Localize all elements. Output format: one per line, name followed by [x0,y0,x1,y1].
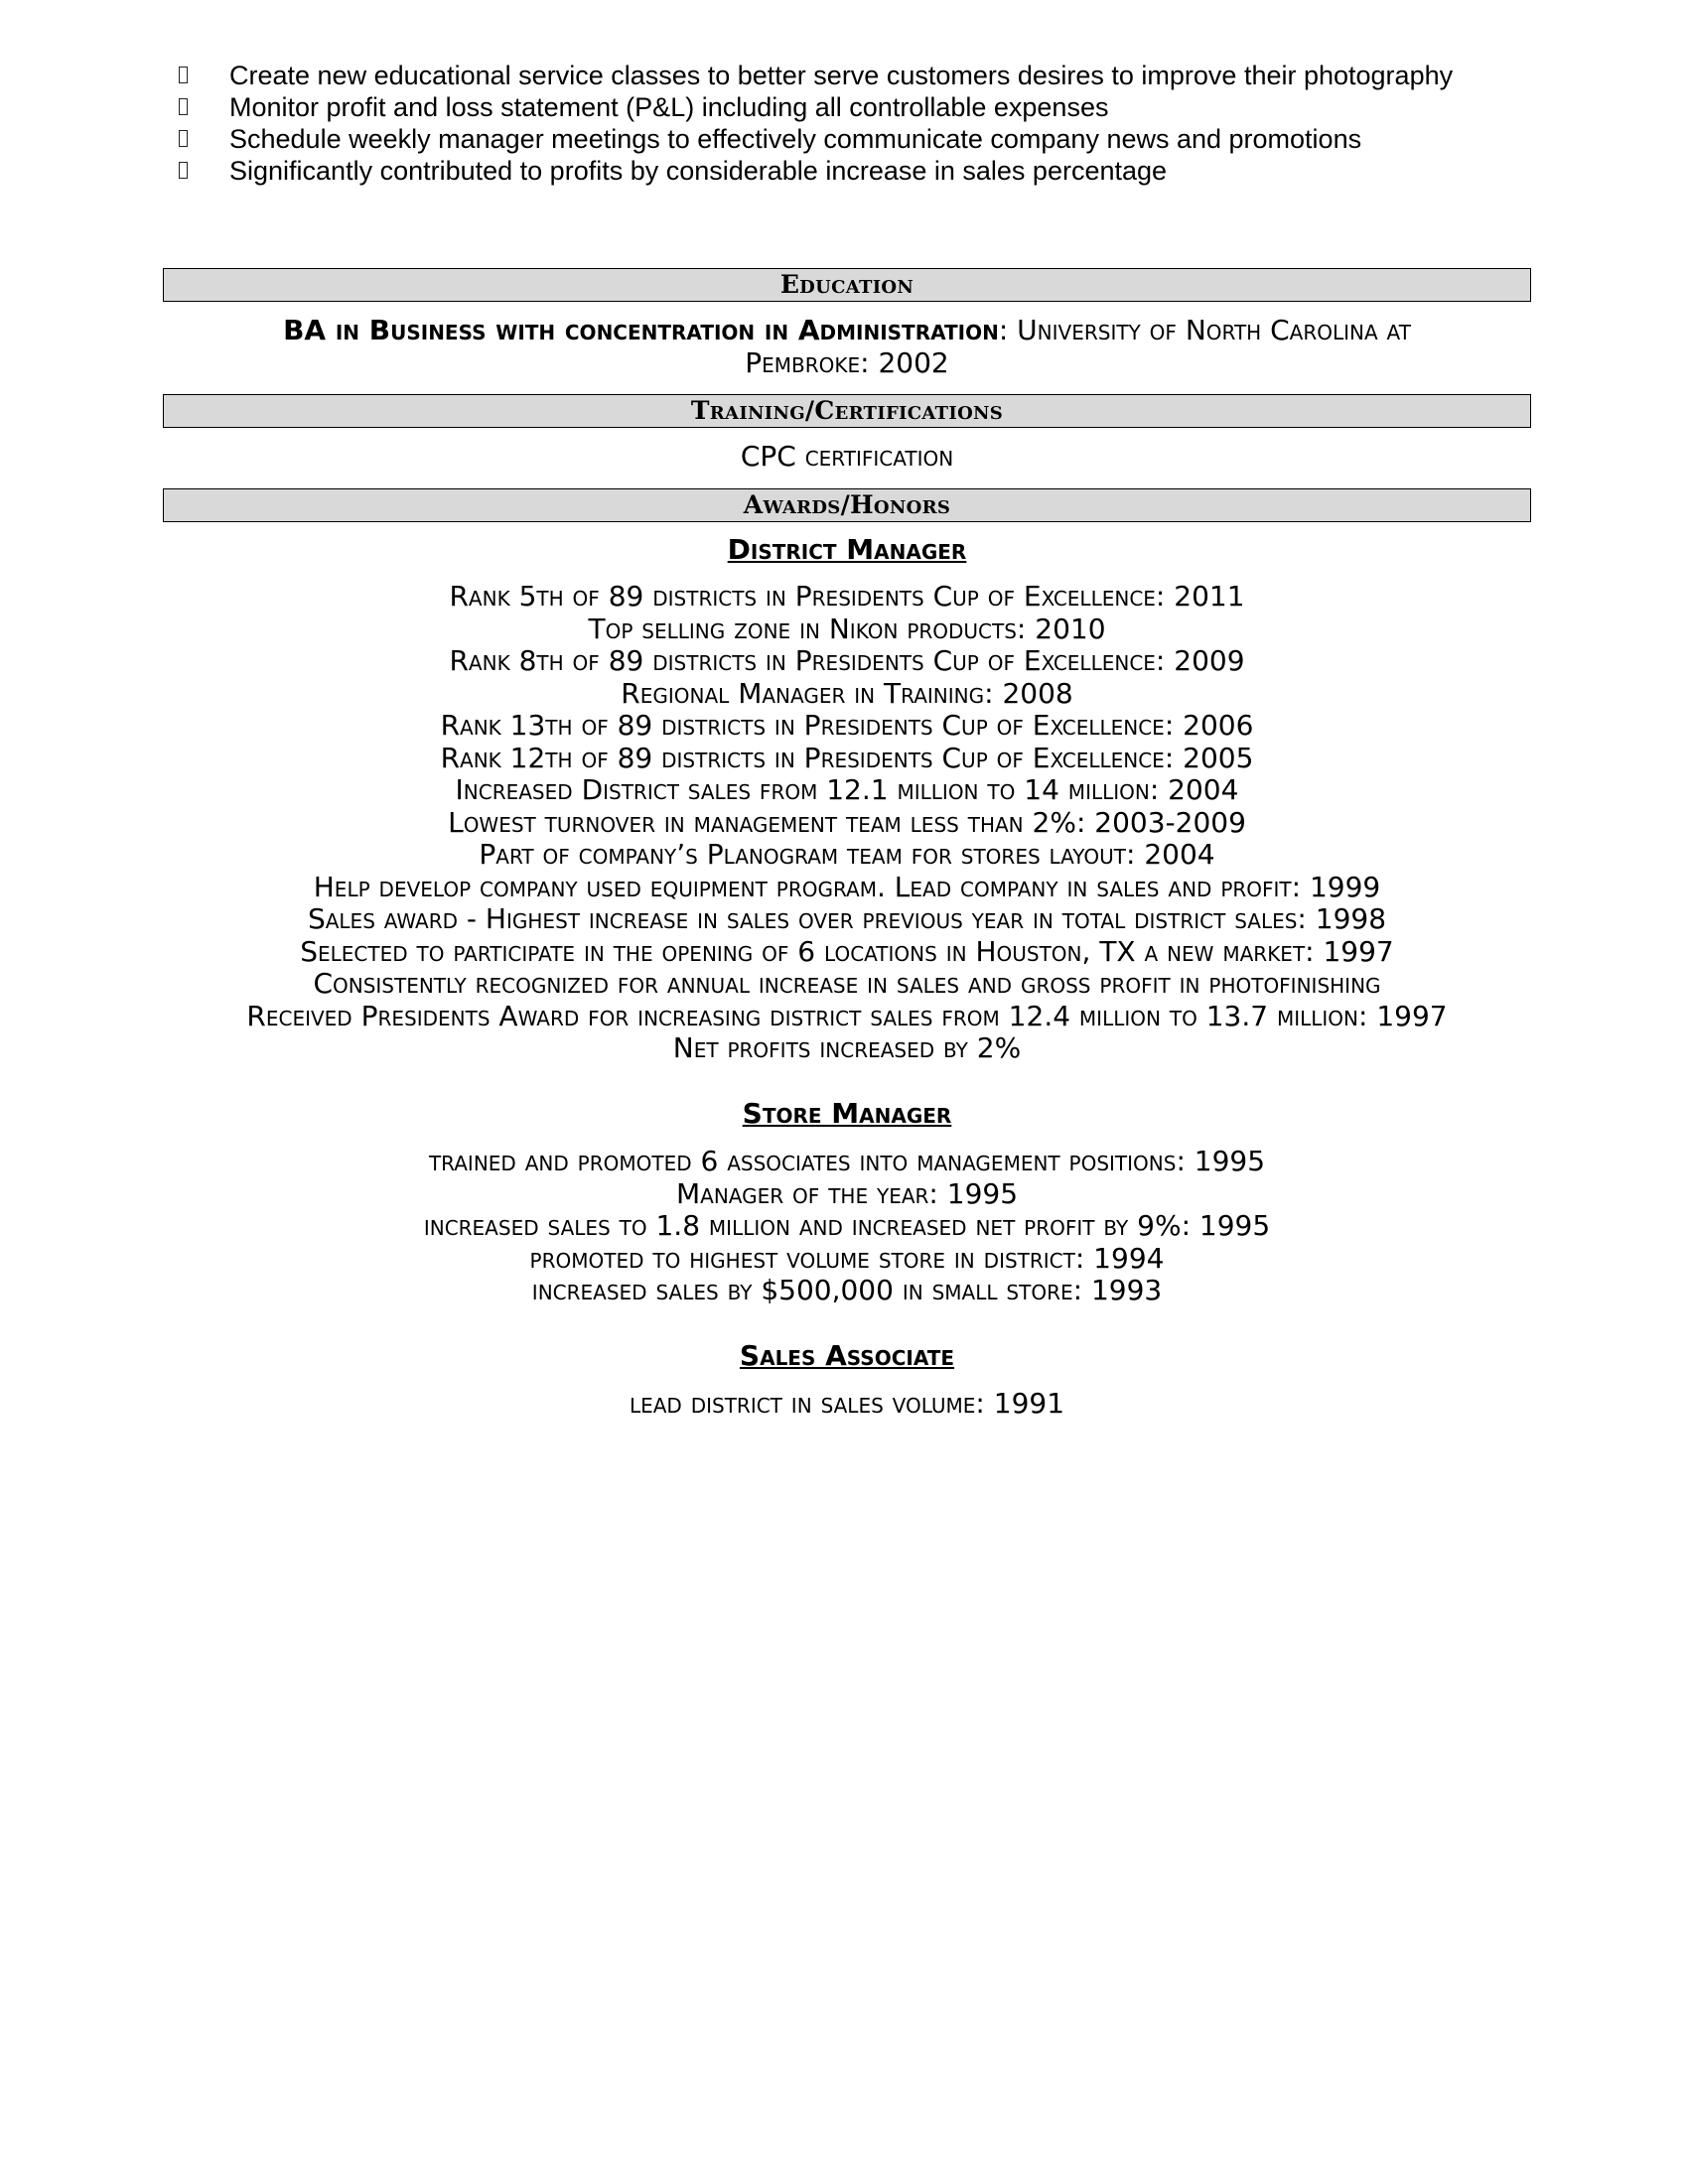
institution-line-1: : University of North Carolina at [998,314,1411,346]
responsibility-list [179,60,1569,187]
award-item: trained and promoted 6 associates into management positions: 1995 [428,1145,1266,1177]
list-item [179,155,1569,187]
sales-associate-title: Sales Associate [739,1339,955,1372]
award-item: Sales award - Highest increase in sales over previous year in total district sales: 1998 [307,902,1387,935]
award-item: Regional Manager in Training: 2008 [621,676,1073,710]
award-item: Rank 8th of 89 districts in Presidents Cup of Excellence: 2009 [449,644,1245,677]
store-manager-title: Store Manager [742,1097,952,1130]
bullet-icon [179,162,188,179]
responsibility-text: Create new educational service classes to better serve customers desires to improve their photography [229,61,1454,90]
degree-entry [163,314,1531,379]
award-item: Lowest turnover in management team less than 2%: 2003-2009 [448,805,1246,839]
responsibility-text: Schedule weekly manager meetings to effectively communicate company news and promotions [229,124,1362,154]
award-item: promoted to highest volume store in district: 1994 [529,1241,1165,1275]
award-item: Selected to participate in the opening of 6 locations in Houston, TX a new market: 1997 [300,934,1394,968]
award-item: Manager of the year: 1995 [675,1176,1019,1210]
district-manager-awards [163,581,1531,1065]
training-heading: Training/Certifications [163,394,1531,428]
award-item: lead district in sales volume: 1991 [629,1387,1065,1420]
award-item: Consistently recognized for annual increase in sales and gross profit in photofinishing [313,967,1381,1000]
award-item: Part of company’s Planogram team for stores layout: 2004 [479,838,1215,871]
certification-entry: CPC certification [740,440,954,473]
responsibility-text: Significantly contributed to profits by considerable increase in sales percentage [229,156,1168,186]
bullet-icon [179,130,188,147]
award-item: Rank 5th of 89 districts in Presidents Cup of Excellence: 2011 [449,580,1245,613]
award-item: increased sales to 1.8 million and increased net profit by 9%: 1995 [423,1209,1271,1242]
award-item: Help develop company used equipment program. Lead company in sales and profit: 1999 [313,870,1381,903]
awards-heading: Awards/Honors [163,488,1531,522]
list-item [179,91,1569,123]
award-item: Net profits increased by 2% [672,1031,1022,1064]
responsibility-text: Monitor profit and loss statement (P&L) including all controllable expenses [229,92,1109,122]
sales-associate-awards [163,1388,1531,1421]
award-item: Increased District sales from 12.1 million to 14 million: 2004 [455,773,1239,806]
list-item [179,123,1569,155]
education-heading: Education [163,268,1531,302]
award-item: Rank 13th of 89 districts in Presidents Cup of Excellence: 2006 [440,709,1254,742]
district-manager-title: District Manager [727,533,967,566]
bullet-icon [179,98,188,115]
bullet-icon [179,67,188,83]
institution-line-2: Pembroke: 2002 [745,346,949,379]
award-item: Top selling zone in Nikon products: 2010 [588,612,1106,645]
list-item [179,60,1569,91]
degree-title: BA in Business with concentration in Administration [283,314,999,346]
award-item: Rank 12th of 89 districts in Presidents Cup of Excellence: 2005 [440,741,1254,774]
award-item: increased sales by $500,000 in small store: 1993 [531,1274,1163,1306]
award-item: Received Presidents Award for increasing district sales from 12.4 million to 13.7 million: 1997 [246,999,1448,1032]
store-manager-awards [163,1146,1531,1307]
